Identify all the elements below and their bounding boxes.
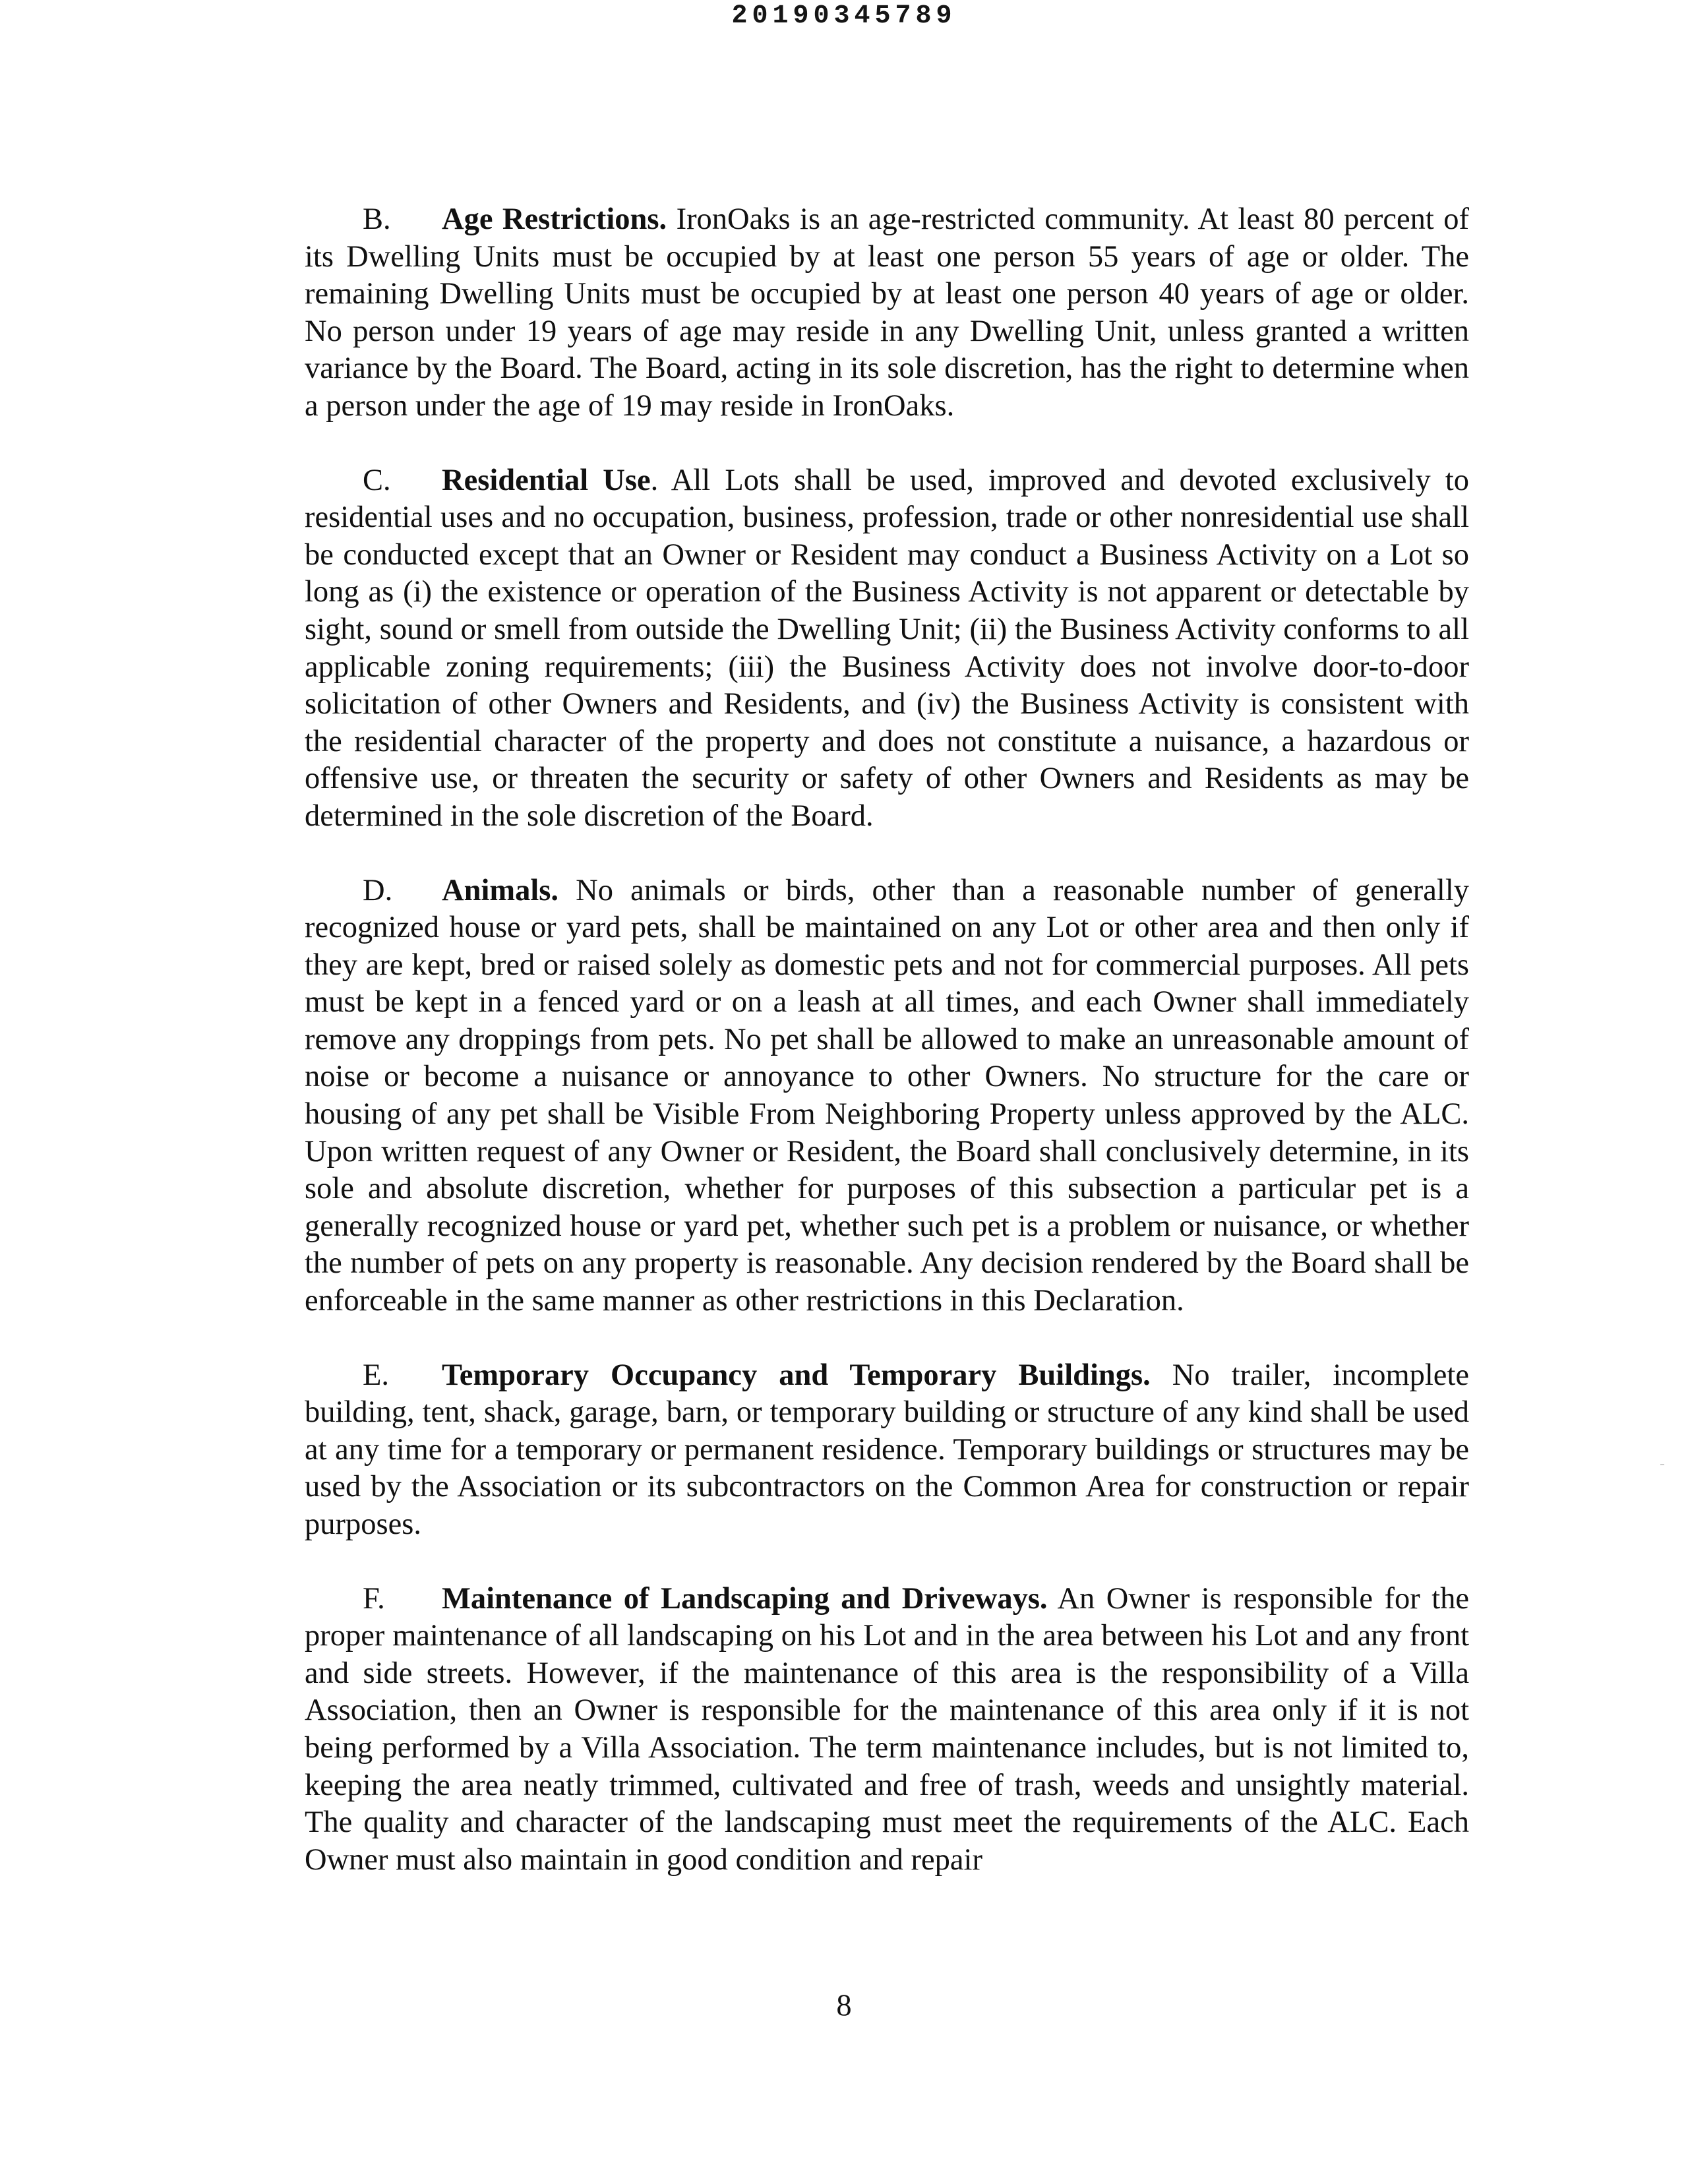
section-f-maintenance: [305, 1581, 1469, 1879]
section-heading: Temporary Occupancy and Temporary Buildings.: [442, 1358, 1151, 1392]
scan-speck: [1660, 1464, 1664, 1465]
section-letter: D.: [363, 873, 393, 907]
section-d-animals: [305, 872, 1469, 1320]
section-b-age-restrictions: [305, 201, 1469, 425]
section-body: No animals or birds, other than a reasonable number of generally recognized house or yard pets, shall be maintained on any Lot or other area and then only if they are kept, bred or raised solely as domestic pets and not for commercial purposes. All pets must be kept in a fenced yard or on a leash at all times, and each Owner shall immediately remove any droppings from pets. No pet shall be allowed to make an unreasonable amount of noise or become a nuisance or annoyance to other Owners. No structure for the care or housing of any pet shall be Visible From Neighboring Property unless approved by the ALC. Upon written request of any Owner or Resident, the Board shall conclusively determine, in its sole and absolute discretion, whether for purposes of this subsection a particular pet is a generally recognized house or yard pet, whether such pet is a problem or nuisance, or whether the number of pets on any property is reasonable. Any decision rendered by the Board shall be enforceable in the same manner as other restrictions in this Declaration.: [305, 873, 1469, 1318]
section-body: IronOaks is an age-restricted community. At least 80 percent of its Dwelling Units must be occupied by at least one person 55 years of age or older. The remaining Dwelling Units must be occupied by at least one person 40 years of age or older. No person under 19 years of age may reside in any Dwelling Unit, unless granted a written variance by the Board. The Board, acting in its sole discretion, has the right to determine when a person under the age of 19 may reside in IronOaks.: [305, 202, 1469, 423]
page-number: 8: [836, 1989, 852, 2022]
document-body: [305, 201, 1469, 1916]
section-body: . All Lots shall be used, improved and devoted exclusively to residential uses and no occupation, business, profession, trade or other nonresidential use shall be conducted except that an Owner or Resident may conduct a Business Activity on a Lot so long as (i) the existence or operation of the Business Activity is not apparent or detectable by sight, sound or smell from outside the Dwelling Unit; (ii) the Business Activity conforms to all applicable zoning requirements; (iii) the Business Activity does not involve door-to-door solicitation of other Owners and Residents, and (iv) the Business Activity is consistent with the residential character of the property and does not constitute a nuisance, a hazardous or offensive use, or threaten the security or safety of other Owners and Residents as may be determined in the sole discretion of the Board.: [305, 463, 1469, 833]
document-number: 20190345789: [731, 1, 957, 31]
section-letter: F.: [363, 1581, 385, 1616]
section-letter: B.: [363, 202, 391, 236]
section-c-residential-use: [305, 462, 1469, 835]
section-heading: Residential Use: [442, 463, 651, 497]
section-heading: Age Restrictions.: [442, 202, 667, 236]
section-body: No trailer, incomplete building, tent, shack, garage, barn, or temporary building or structure of any kind shall be used at any time for a temporary or permanent residence. Temporary buildings or structures may be used by the Association or its subcontractors on the Common Area for construction or repair purposes.: [305, 1358, 1469, 1541]
section-heading: Animals.: [442, 873, 558, 907]
section-heading: Maintenance of Landscaping and Driveways.: [442, 1581, 1048, 1616]
section-e-temporary-occupancy: [305, 1357, 1469, 1544]
section-letter: C.: [363, 463, 391, 497]
section-letter: E.: [363, 1358, 390, 1392]
section-body: An Owner is responsible for the proper maintenance of all landscaping on his Lot and in the area between his Lot and any front and side streets. However, if the maintenance of this area is the responsibility of a Villa Association, then an Owner is responsible for the maintenance of this area only if it is not being performed by a Villa Association. The term maintenance includes, but is not limited to, keeping the area neatly trimmed, cultivated and free of trash, weeds and unsightly material. The quality and character of the landscaping must meet the requirements of the ALC. Each Owner must also maintain in good condition and repair: [305, 1581, 1469, 1877]
